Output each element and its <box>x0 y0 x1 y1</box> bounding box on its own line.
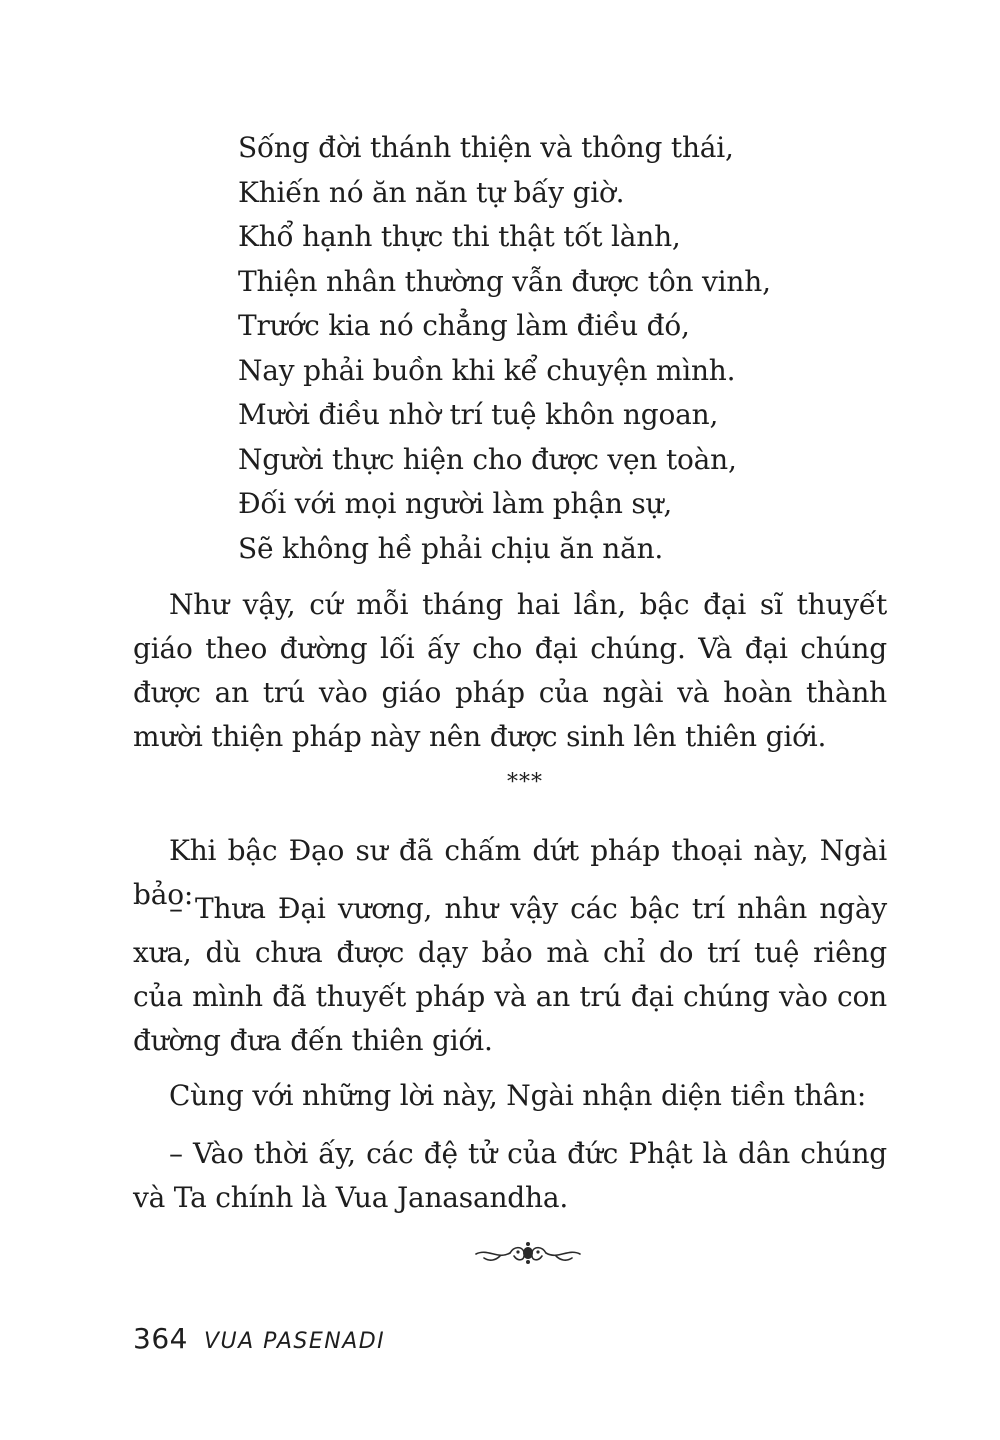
verse-line: Sẽ không hề phải chịu ăn năn. <box>238 531 664 565</box>
verse-line: Thiện nhân thường vẫn được tôn vinh, <box>238 264 771 298</box>
paragraph-dialogue-1: – Thưa Đại vương, như vậy các bậc trí nhân ngày xưa, dù chưa được dạy bảo mà chỉ do trí tuệ riêng của mình đã thuyết pháp và an trú đại chúng vào con đường đưa đến thiên giới. <box>133 892 887 1057</box>
verse-line: Khiến nó ăn năn tự bấy giờ. <box>238 175 625 209</box>
verse-line: Mười điều nhờ trí tuệ khôn ngoan, <box>238 398 719 431</box>
section-separator: *** <box>507 770 543 795</box>
verse-line: Người thực hiện cho được vẹn toàn, <box>238 442 737 476</box>
flourish-ornament-icon <box>474 1238 582 1268</box>
paragraph-identification: Cùng với những lời này, Ngài nhận diện tiền thân: <box>169 1079 867 1112</box>
verse-line: Trước kia nó chẳng làm điều đó, <box>238 309 690 342</box>
paragraph-teacher-said: Khi bậc Đạo sư đã chấm dứt pháp thoại này, Ngài bảo: <box>133 834 887 911</box>
verse-line: Sống đời thánh thiện và thông thái, <box>238 131 734 164</box>
paragraph-conclusion: Như vậy, cứ mỗi tháng hai lần, bậc đại sĩ thuyết giáo theo đường lối ấy cho đại chúng. Và đại chúng được an trú vào giáo pháp của ngài và hoàn thành mười thiện pháp này nên được sinh lên thiên giới. <box>133 588 887 753</box>
paragraph-dialogue-2: – Vào thời ấy, các đệ tử của đức Phật là dân chúng và Ta chính là Vua Janasandha. <box>133 1137 887 1214</box>
page-footer <box>133 1322 385 1366</box>
page-number: 364 <box>133 1322 188 1355</box>
verse-line: Nay phải buồn khi kể chuyện mình. <box>238 353 736 387</box>
running-title: VUA PASENADI <box>203 1329 386 1354</box>
verse-line: Khổ hạnh thực thi thật tốt lành, <box>238 220 681 253</box>
verse-line: Đối với mọi người làm phận sự, <box>238 487 673 520</box>
verse-block <box>238 126 771 571</box>
